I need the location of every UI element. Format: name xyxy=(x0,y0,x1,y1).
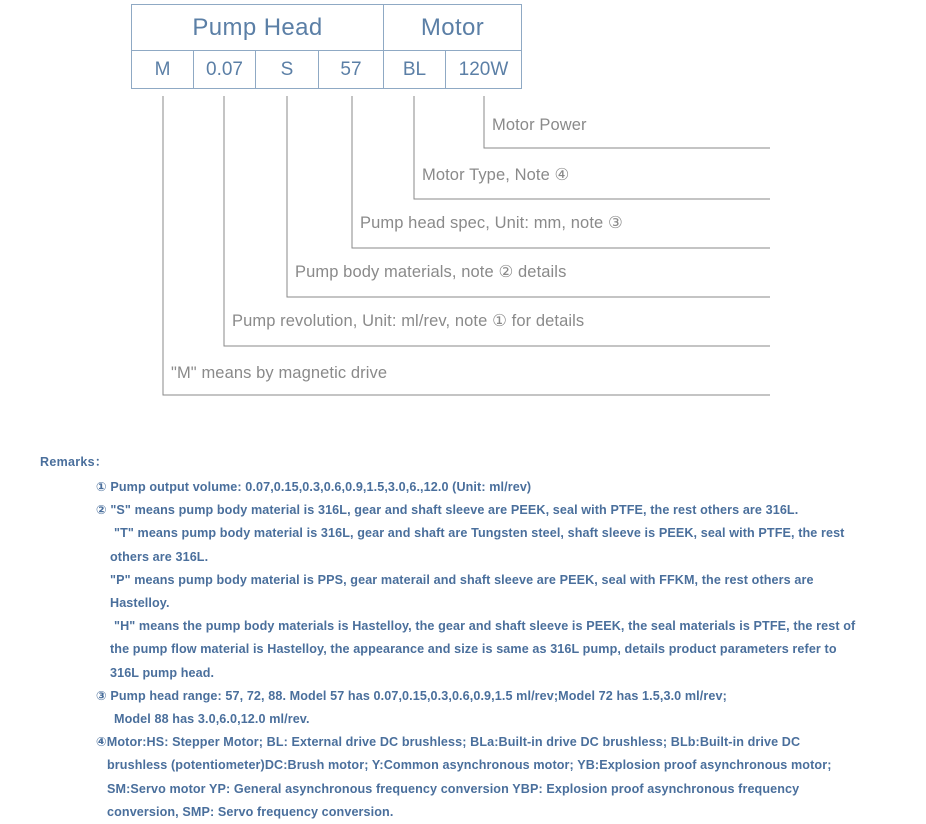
remark-line: 316L pump head. xyxy=(110,665,215,680)
remark-line: Hastelloy. xyxy=(110,596,170,611)
header-cell-pump-head: Pump Head xyxy=(132,5,384,51)
remark-line: conversion, SMP: Servo frequency conversion. xyxy=(107,804,394,819)
value-cell-revolution: 0.07 xyxy=(194,51,256,89)
remark-line: ④Motor:HS: Stepper Motor; BL: External drive DC brushless; BLa:Built-in drive DC brushless; BLb:Built-in drive DC xyxy=(96,735,801,750)
table-header-row xyxy=(132,5,522,51)
leader-line-motor-power xyxy=(484,96,770,148)
leader-line-motor-type xyxy=(414,96,770,199)
remark-line: ① Pump output volume: 0.07,0.15,0.3,0.6,0.9,1.5,3.0,6.,12.0 (Unit: ml/rev) xyxy=(96,480,532,494)
remark-line: SM:Servo motor YP: General asynchronous frequency conversion YBP: Explosion proof asynchronous frequency xyxy=(107,781,800,796)
remark-line: "T" means pump body material is 316L, gear and shaft are Tungsten steel, shaft sleeve is PEEK, seal with PTFE, the rest xyxy=(114,526,845,541)
header-cell-motor: Motor xyxy=(384,5,522,51)
value-cell-drive: M xyxy=(132,51,194,89)
table-value-row xyxy=(132,51,522,89)
value-cell-motor-power: 120W xyxy=(446,51,522,89)
remark-line: ② "S" means pump body material is 316L, gear and shaft sleeve are PEEK, seal with PTFE, the rest others are 316L. xyxy=(96,503,799,518)
remarks-title: Remarks： xyxy=(40,455,108,469)
remark-line: the pump flow material is Hastelloy, the appearance and size is same as 316L pump, details product parameters refer to xyxy=(110,642,837,657)
leader-label-pump-body-materials: Pump body materials, note ② details xyxy=(295,263,567,281)
value-cell-body-material: S xyxy=(256,51,319,89)
leader-label-motor-power: Motor Power xyxy=(492,116,587,134)
remark-line: "H" means the pump body materials is Hastelloy, the gear and shaft sleeve is PEEK, the seal materials is PTFE, the rest of xyxy=(114,619,856,634)
leader-label-pump-revolution: Pump revolution, Unit: ml/rev, note ① for details xyxy=(232,312,585,330)
leader-label-motor-type: Motor Type, Note ④ xyxy=(422,166,570,184)
remark-line: others are 316L. xyxy=(110,549,209,564)
remark-line: brushless (potentiometer)DC:Brush motor; Y:Common asynchronous motor; YB:Explosion proof asynchronous motor; xyxy=(107,758,832,773)
value-cell-head-spec: 57 xyxy=(319,51,384,89)
leader-line-pump-body-materials xyxy=(287,96,770,297)
leader-line-pump-head-spec xyxy=(352,96,770,248)
remarks-list xyxy=(96,476,916,824)
remark-line: "P" means pump body material is PPS, gear materail and shaft sleeve are PEEK, seal with FFKM, the rest others are xyxy=(110,572,814,587)
leader-line-pump-revolution xyxy=(224,96,770,346)
model-code-table xyxy=(131,4,522,89)
leader-label-magnetic-drive: "M" means by magnetic drive xyxy=(171,364,388,382)
leader-label-pump-head-spec: Pump head spec, Unit: mm, note ③ xyxy=(360,214,623,232)
remark-line: Model 88 has 3.0,6.0,12.0 ml/rev. xyxy=(114,712,310,727)
value-cell-motor-type: BL xyxy=(384,51,446,89)
remark-line: ③ Pump head range: 57, 72, 88. Model 57 has 0.07,0.15,0.3,0.6,0.9,1.5 ml/rev;Model 72 has 1.5,3.0 ml/rev; xyxy=(96,688,727,703)
leader-line-magnetic-drive xyxy=(163,96,770,395)
